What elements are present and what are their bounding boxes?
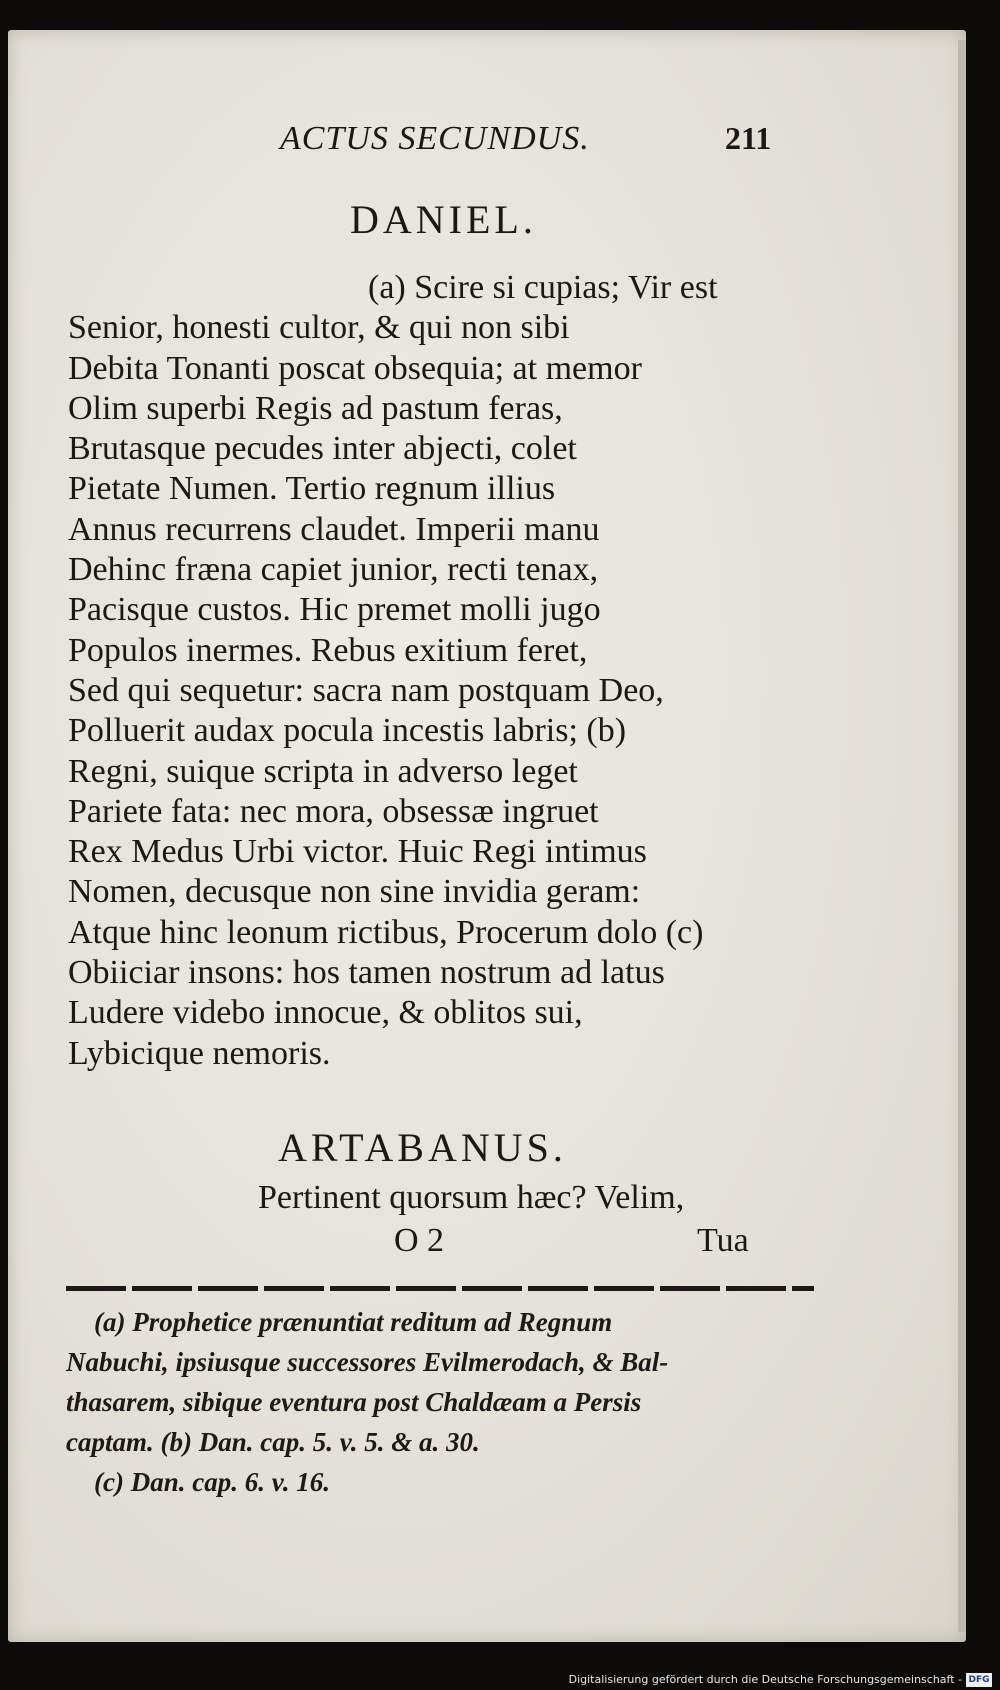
verse-line: Regni, suique scripta in adverso leget	[68, 752, 578, 790]
verse-line: Debita Tonanti poscat obsequia; at memor	[68, 349, 642, 387]
verse-line: Senior, honesti cultor, & qui non sibi	[68, 309, 570, 347]
verse-line: (a) Scire si cupias; Vir est	[368, 269, 718, 306]
footnote-line: Nabuchi, ipsiusque successores Evilmerodach, & Bal-	[66, 1347, 669, 1377]
footnote-line: (a) Prophetice prænuntiat reditum ad Regnum	[94, 1307, 613, 1337]
daniel-speech	[68, 268, 828, 1074]
footnote-rule	[66, 1286, 814, 1291]
footnotes	[66, 1302, 826, 1502]
page-edge	[958, 40, 966, 1632]
verse-line: Sed qui sequetur: sacra nam postquam Deo,	[68, 671, 664, 709]
verse-line: Pietate Numen. Tertio regnum illius	[68, 470, 556, 508]
catchword: Tua	[697, 1222, 749, 1259]
verse-line: Ludere videbo innocue, & oblitos sui,	[68, 994, 583, 1032]
verse-line: Polluerit audax pocula incestis labris; (b)	[68, 712, 627, 750]
verse-line: Brutasque pecudes inter abjecti, colet	[68, 430, 577, 468]
verse-line: Obiiciar insons: hos tamen nostrum ad latus	[68, 954, 665, 992]
footnote-line: thasarem, sibique eventura post Chaldæam a Persis	[66, 1387, 642, 1417]
verse-line: Nomen, decusque non sine invidia geram:	[68, 873, 641, 911]
speaker-artabanus: ARTABANUS.	[278, 1125, 567, 1170]
verse-line: Pariete fata: nec mora, obsessæ ingruet	[68, 792, 599, 830]
footnote-line: captam. (b) Dan. cap. 5. v. 5. & a. 30.	[66, 1427, 480, 1457]
verse-line: Annus recurrens claudet. Imperii manu	[68, 510, 600, 548]
credit-text: Digitalisierung gefördert durch die Deutsche Forschungsgemeinschaft -	[568, 1673, 962, 1686]
verse-line: Olim superbi Regis ad pastum feras,	[68, 389, 563, 427]
running-head	[0, 120, 1000, 160]
verse-line: Populos inermes. Rebus exitium feret,	[68, 631, 588, 669]
running-title: ACTUS SECUNDUS.	[280, 120, 590, 157]
catchline	[0, 1222, 1000, 1266]
verse-line: Rex Medus Urbi victor. Huic Regi intimus	[68, 833, 647, 871]
dfg-logo-icon: DFG	[966, 1673, 992, 1687]
digitization-credit-bar	[0, 1671, 1000, 1690]
verse-line: Lybicique nemoris.	[68, 1034, 331, 1072]
artabanus-speech-line: Pertinent quorsum hæc? Velim,	[258, 1179, 685, 1216]
signature-mark: O 2	[394, 1222, 445, 1259]
verse-line: Pacisque custos. Hic premet molli jugo	[68, 591, 601, 629]
page-number: 211	[725, 120, 772, 156]
verse-line: Dehinc fræna capiet junior, recti tenax,	[68, 551, 599, 589]
footnote-line: (c) Dan. cap. 6. v. 16.	[94, 1467, 330, 1497]
verse-line: Atque hinc leonum rictibus, Procerum dolo (c)	[68, 913, 704, 951]
speaker-daniel: DANIEL.	[350, 197, 537, 242]
